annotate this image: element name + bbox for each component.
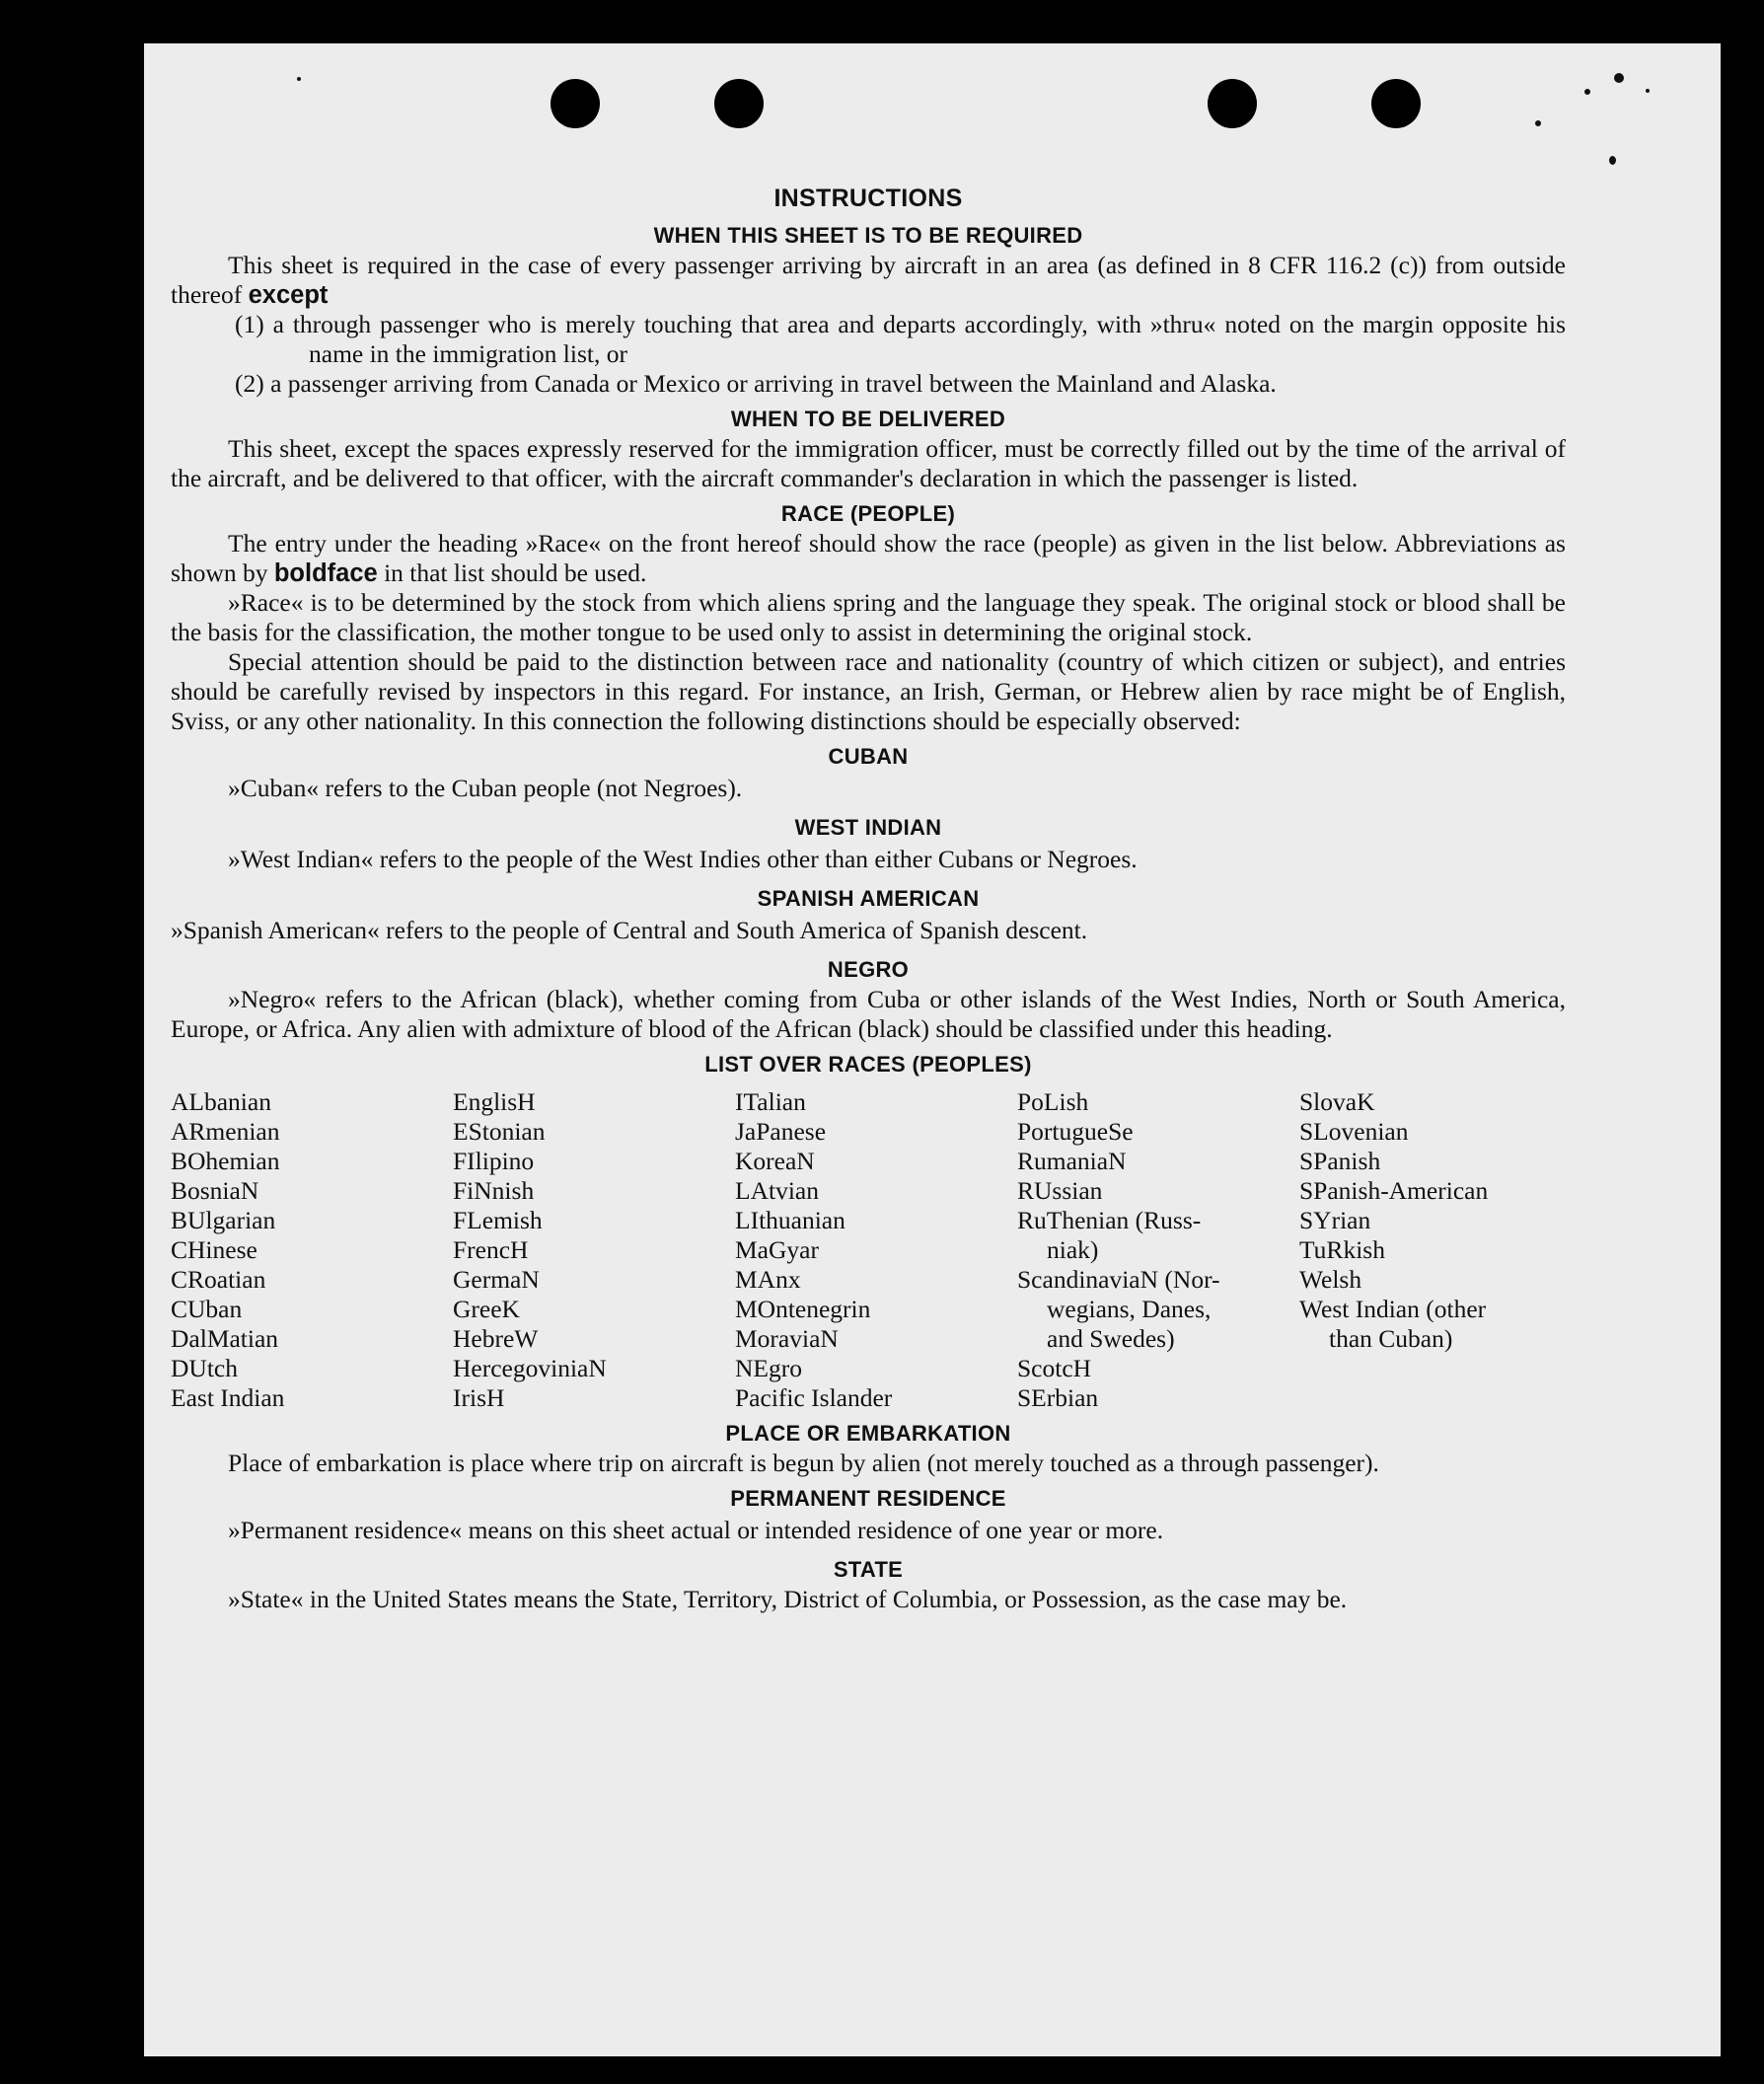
heading-spanish-american: SPANISH AMERICAN — [757, 886, 980, 911]
punch-hole — [1371, 79, 1421, 128]
speck — [1614, 73, 1624, 83]
state-text: »State« in the United States means the State, Territory, District of Columbia, or Possession, as the case may be. — [228, 1585, 1348, 1613]
race-item: FiNnish — [453, 1176, 535, 1205]
except-word: except — [248, 281, 329, 309]
heading-race: RACE (PEOPLE) — [780, 501, 956, 526]
race-item: CHinese — [171, 1235, 257, 1264]
page-title: INSTRUCTIONS — [773, 185, 963, 212]
instructions-body — [171, 182, 1566, 1614]
race-column-1 — [171, 1087, 453, 1413]
embarkation-text: Place of embarkation is place where trip on aircraft is begun by alien (not merely touched as a through passenger). — [228, 1449, 1379, 1477]
race-item: DUtch — [171, 1354, 238, 1382]
race-item: NEgro — [735, 1354, 802, 1382]
residence-text: »Permanent residence« means on this sheet actual or intended residence of one year or more. — [228, 1516, 1164, 1544]
race-paragraph-3: Special attention should be paid to the distinction between race and nationality (country of which citizen or subject), and entries should be carefully revised by inspectors in this regard. For instance, an Irish, German, or Hebrew alien by race might be of English, Sviss, or any other nationality. In this connection the following distinctions should be especially observed: — [171, 647, 1566, 735]
delivered-text: This sheet, except the spaces expressly reserved for the immigration officer, must be correctly filled out by the time of the arrival of the aircraft, and be delivered to that officer, with the aircraft commander's declaration in which the passenger is listed. — [171, 434, 1566, 492]
race-item: LIthuanian — [735, 1206, 845, 1234]
race-item: RumaniaN — [1017, 1147, 1127, 1175]
race-item: IrisH — [453, 1383, 505, 1412]
race-list — [171, 1087, 1566, 1413]
race-item: TuRkish — [1299, 1235, 1385, 1264]
race-item: PortugueSe — [1017, 1117, 1134, 1146]
heading-race-list: LIST OVER RACES (PEOPLES) — [704, 1052, 1032, 1077]
race-item: CRoatian — [171, 1265, 266, 1294]
race-column-5 — [1299, 1087, 1581, 1413]
exception-item-1: (1) a through passenger who is merely touching that area and departs accordingly, with »thru« noted on the margin opposite his name in the immigration list, or — [235, 310, 1566, 368]
race-item: BOhemian — [171, 1147, 280, 1175]
race-item: ITalian — [735, 1087, 806, 1116]
race-column-2 — [453, 1087, 735, 1413]
race-item: FrencH — [453, 1235, 529, 1264]
race-item: East Indian — [171, 1383, 285, 1412]
race-item: LAtvian — [735, 1176, 819, 1205]
race-item: SlovaK — [1299, 1087, 1375, 1116]
race-item: ARmenian — [171, 1117, 280, 1146]
race-item: EnglisH — [453, 1087, 536, 1116]
race-item: EStonian — [453, 1117, 546, 1146]
spanish-american-text: »Spanish American« refers to the people of Central and South America of Spanish descent. — [171, 916, 1088, 944]
race-item: SPanish — [1299, 1147, 1381, 1175]
race-column-4 — [1017, 1087, 1299, 1413]
exception-item-2: (2) a passenger arriving from Canada or Mexico or arriving in travel between the Mainland and Alaska. — [235, 369, 1277, 398]
race-column-3 — [735, 1087, 1017, 1413]
race-item: ALbanian — [171, 1087, 271, 1116]
heading-cuban: CUBAN — [828, 744, 909, 769]
heading-negro: NEGRO — [827, 957, 910, 982]
race-item: SLovenian — [1299, 1117, 1409, 1146]
race-item: Welsh — [1299, 1265, 1362, 1294]
west-indian-text: »West Indian« refers to the people of the West Indies other than either Cubans or Negroes. — [228, 845, 1138, 873]
heading-when-delivered: WHEN TO BE DELIVERED — [730, 407, 1006, 431]
race-item: West Indian (other — [1299, 1295, 1487, 1323]
race-item: FLemish — [453, 1206, 543, 1234]
heading-west-indian: WEST INDIAN — [794, 815, 942, 840]
document-page — [144, 43, 1721, 2056]
speck — [297, 77, 301, 81]
race-item: MaGyar — [735, 1235, 819, 1264]
race-item: MAnx — [735, 1265, 801, 1294]
race-item: ScandinaviaN (Nor- — [1017, 1265, 1220, 1294]
race-item: HebreW — [453, 1324, 539, 1353]
race-item: SPanish-American — [1299, 1176, 1489, 1205]
punch-hole — [1208, 79, 1257, 128]
race-item: ScotcH — [1017, 1354, 1092, 1382]
race-item: MoraviaN — [735, 1324, 839, 1353]
heading-when-required: WHEN THIS SHEET IS TO BE REQUIRED — [653, 223, 1083, 248]
race-item: SErbian — [1017, 1383, 1099, 1412]
race-item: PoLish — [1017, 1087, 1089, 1116]
race-item: SYrian — [1299, 1206, 1371, 1234]
heading-embarkation: PLACE OR EMBARKATION — [725, 1421, 1011, 1446]
speck — [1535, 120, 1541, 126]
race-item: RUssian — [1017, 1176, 1103, 1205]
race-item: KoreaN — [735, 1147, 815, 1175]
race-item: RuThenian (Russ- — [1017, 1206, 1202, 1234]
heading-state: STATE — [833, 1557, 904, 1582]
speck — [1646, 89, 1650, 93]
race-item: GreeK — [453, 1295, 520, 1323]
cuban-text: »Cuban« refers to the Cuban people (not Negroes). — [228, 774, 743, 802]
speck — [1584, 89, 1590, 95]
race-item: and Swedes) — [1047, 1324, 1175, 1353]
negro-text: »Negro« refers to the African (black), whether coming from Cuba or other islands of the West Indies, North or South America, Europe, or Africa. Any alien with admixture of blood of the African (black) should be classified under this heading. — [171, 985, 1566, 1043]
race-item: DalMatian — [171, 1324, 279, 1353]
speck — [1609, 156, 1616, 165]
race-paragraph-1: The entry under the heading »Race« on the front hereof should show the race (people) as given in the list below. Abbreviations as shown by boldface in that list should be used. — [171, 529, 1566, 587]
punch-hole — [714, 79, 764, 128]
heading-permanent-residence: PERMANENT RESIDENCE — [730, 1486, 1006, 1511]
punch-hole — [551, 79, 600, 128]
race-item: JaPanese — [735, 1117, 827, 1146]
race-item: Pacific Islander — [735, 1383, 893, 1412]
race-item: CUban — [171, 1295, 243, 1323]
race-item: MOntenegrin — [735, 1295, 871, 1323]
race-item: FIlipino — [453, 1147, 535, 1175]
race-paragraph-2: »Race« is to be determined by the stock from which aliens spring and the language they speak. The original stock or blood shall be the basis for the classification, the mother tongue to be used only to assist in determining the original stock. — [171, 588, 1566, 646]
race-item: BosniaN — [171, 1176, 259, 1205]
required-intro: This sheet is required in the case of every passenger arriving by aircraft in an area (as defined in 8 CFR 116.2 (c)) from outside thereof except — [171, 251, 1566, 309]
race-item: wegians, Danes, — [1047, 1295, 1212, 1323]
boldface-word: boldface — [273, 559, 378, 587]
race-item: niak) — [1047, 1235, 1099, 1264]
race-item: HercegoviniaN — [453, 1354, 607, 1382]
race-item: than Cuban) — [1329, 1324, 1453, 1353]
race-item: BUlgarian — [171, 1206, 276, 1234]
race-item: GermaN — [453, 1265, 540, 1294]
